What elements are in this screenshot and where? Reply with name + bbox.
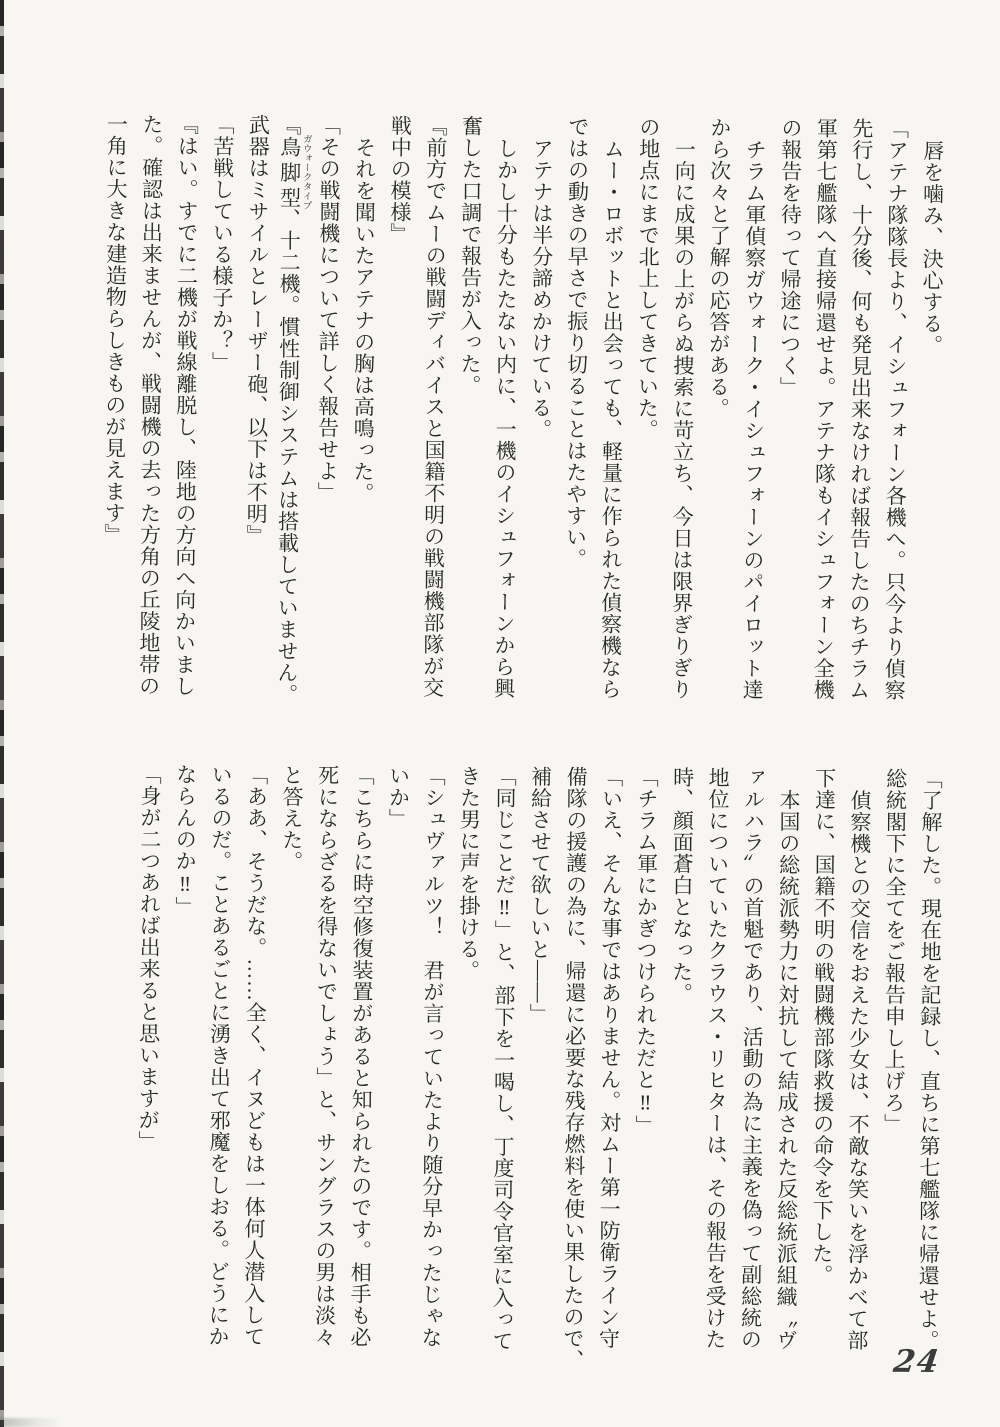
- text-column: 武器はミサイルとレーザー砲、以下は不明』: [244, 113, 271, 547]
- page-number: 24: [891, 1343, 943, 1380]
- text-column: 時、顔面蒼白となった。: [669, 766, 695, 1005]
- text-column: いるのだ。ことあるごとに湧き出て邪魔をしおる。どうにか: [205, 763, 234, 1348]
- top-text-block: [94, 113, 950, 736]
- text-column: それを聞いたアテナの胸は高鳴った。: [350, 136, 377, 504]
- text-column: 戦中の模様』: [387, 114, 413, 245]
- text-column: ではの動きの早さで振り切ることはたやすい。: [563, 115, 591, 570]
- text-column: 「苦戦している様子か？」: [209, 113, 236, 374]
- text-column: 『はい。すでに二機が戦線離脱し、陸地の方向へ向かいまし: [172, 113, 200, 697]
- text-column: 「いえ、そんな事ではありません。対ムー第一防衛ライン守: [596, 765, 624, 1350]
- text-column: 『前方でムーの戦闘ディバイスと国籍不明の戦闘機部隊が交: [420, 114, 449, 699]
- text-column: から次々と了解の応答がある。: [706, 116, 733, 420]
- text-column: チラム軍偵察ガウォーク・イシュフォーンのパイロット達: [740, 138, 768, 701]
- text-column: 「シュヴァルツ！ 君が言っていたより随分早かったじゃな: [418, 764, 447, 1349]
- text-column: 『鳥脚型ガウォークタイプ、十二機。慣性制御システムは搭載していません。: [274, 114, 311, 705]
- text-column: 補給させて欲しいと――」: [527, 765, 553, 1025]
- text-column: 一向に成果の上がらぬ捜索に苛立ち、今日は限界ぎりぎり: [669, 138, 697, 701]
- text-column: ムー・ロボットと出会っても、軽量に作られた偵察機なら: [598, 137, 626, 700]
- text-column: しかし十分もたたない内に、一機のイシュフォーンから興: [491, 137, 519, 700]
- text-column: 一角に大きな建造物らしきものが見えます』: [102, 113, 129, 546]
- text-column: 先行し、十分後、何も発見出来なければ報告したのちチラム: [846, 117, 875, 701]
- text-column: 「ああ、そうだな。……全く、イヌどもは一体何人潜入して: [241, 763, 269, 1348]
- text-column: 奮した口調で報告が入った。: [457, 115, 484, 397]
- bottom-text-block: [128, 763, 948, 1392]
- text-column: 「アテナ隊隊長より、イシュフォーン各機へ。只今より偵察: [882, 117, 910, 701]
- text-column: 「了解した。現在地を記録し、直ちに第七艦隊に帰還せよ。: [915, 767, 944, 1352]
- text-column: 「同じことだ‼」と、部下を一喝し、丁度司令官室に入って: [489, 765, 518, 1352]
- text-column: 唇を噛み、決心する。: [919, 139, 945, 356]
- text-column: いか」: [386, 764, 411, 830]
- text-column: 軍第七艦隊へ直接帰還せよ。アテナ隊もイシュフォーン全機: [811, 117, 839, 701]
- text-column: 下達に、国籍不明の戦闘機部隊救援の命令を下した。: [809, 767, 837, 1286]
- text-column: の報告を待って帰途につく」: [777, 117, 804, 398]
- text-column: 「こちらに時空修復装置があると知られたのです。相手も必: [347, 764, 376, 1348]
- text-column: 備隊の援護の為に、帰還に必要な残存燃料を使い果したので、: [560, 765, 589, 1371]
- text-column: 「チラム軍にかぎつけられただと‼」: [633, 766, 660, 1137]
- text-column: 偵察機との交信をおえた少女は、不敵な笑いを浮かべて部: [844, 789, 873, 1352]
- text-column: と答えた。: [279, 764, 305, 873]
- text-column: の地点にまで北上してきていた。: [635, 116, 662, 441]
- text-column: 本国の総統派勢力に対抗して結成された反総統派組織〝ヴ: [773, 789, 802, 1351]
- text-column: アテナは半分諦めかけている。: [528, 137, 555, 441]
- text-column: 死にならざるを得ないでしょう」と、サングラスの男は淡々: [312, 764, 340, 1348]
- text-column: きた男に声を掛ける。: [456, 765, 482, 982]
- text-column: 「その戦闘機について詳しく報告せよ」: [315, 114, 342, 504]
- text-column: 地位についていたクラウス・リヒターは、その報告を受けた: [702, 766, 731, 1350]
- text-column: 総統閣下に全てをご報告申し上げろ」: [881, 767, 908, 1135]
- text-column: た。確認は出来ませんが、戦闘機の去った方角の丘陵地帯の: [136, 113, 165, 697]
- text-column: 「身が二つあれば出来ると思いますが」: [136, 763, 163, 1153]
- text-column: ならんのか‼」: [172, 763, 198, 918]
- text-column: ァルハラ〟の首魁であり、活動の為に主義を偽って副総統の: [738, 766, 766, 1351]
